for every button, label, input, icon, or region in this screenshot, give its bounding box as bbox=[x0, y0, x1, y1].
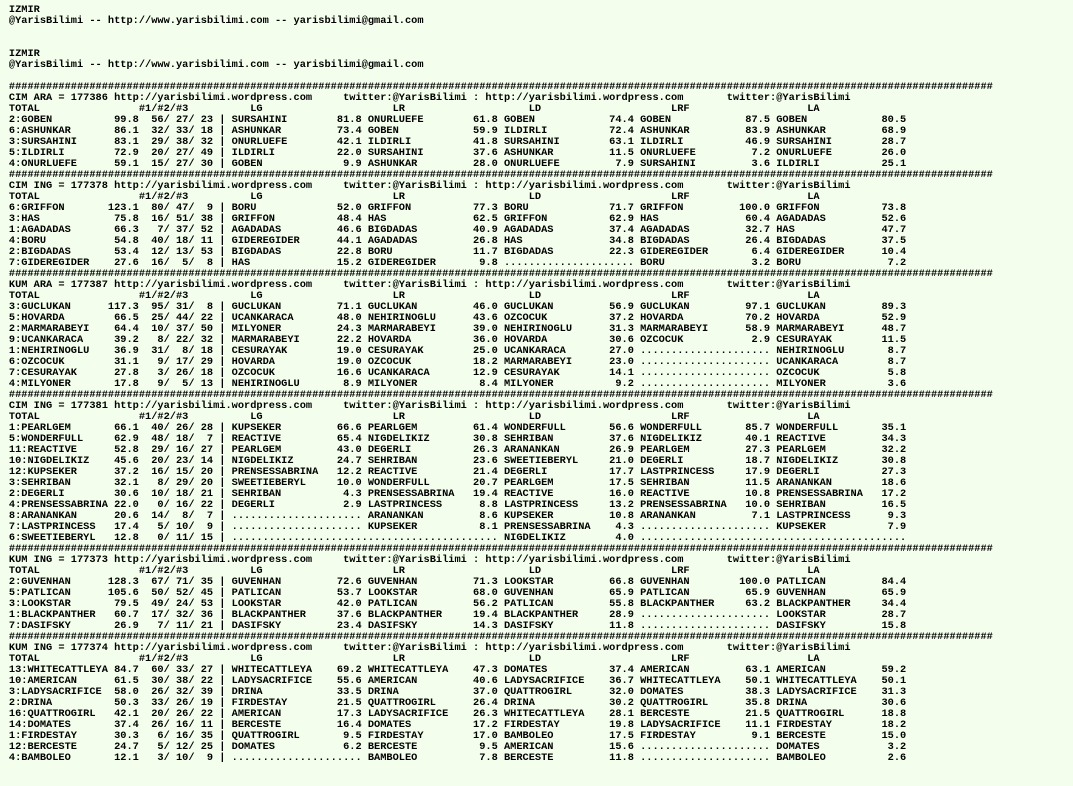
document-line: 3:SEHRIBAN 32.1 8/ 29/ 20 | SWEETIEBERYL 10.0 WONDERFULL 20.7 PEARLGEM 17.5 SEHRIBAN 11.5 ARANANKAN 18.6 bbox=[8, 477, 907, 489]
document-line: @YarisBilimi -- http://www.yarisbilimi.com -- yarisbilimi@gmail.com bbox=[8, 59, 424, 71]
document-line: 2:DRINA 50.3 33/ 26/ 19 | FIRDESTAY 21.5 QUATTROGIRL 26.4 DRINA 30.2 QUATTROGIRL 35.8 DRINA 30.6 bbox=[8, 697, 907, 709]
document-line: 5:WONDERFULL 62.9 48/ 18/ 7 | REACTIVE 65.4 NIGDELIKIZ 30.8 SEHRIBAN 37.6 NIGDELIKIZ 40.1 REACTIVE 34.3 bbox=[8, 433, 907, 445]
document-line: 2:BIGDADAS 53.4 12/ 13/ 53 | BIGDADAS 22.8 BORU 11.7 BIGDADAS 22.3 GIDEREGIDER 6.4 GIDEREGIDER 10.4 bbox=[8, 246, 907, 258]
document-line: 7:GIDEREGIDER 27.6 16/ 5/ 8 | HAS 15.2 GIDEREGIDER 9.8 ..................... BORU 3.2 BORU 7.2 bbox=[8, 257, 907, 269]
document-line: KUM ARA = 177387 http://yarisbilimi.wordpress.com twitter:@YarisBilimi : http://yarisbilimi.wordpress.com twitter:@YarisBilimi bbox=[8, 279, 851, 291]
document-line: 7:DASIFSKY 26.9 7/ 11/ 21 | DASIFSKY 23.4 DASIFSKY 14.3 DASIFSKY 11.8 ..................... DASIFSKY 15.8 bbox=[8, 620, 907, 632]
document-line: 5:ILDIRLI 72.9 20/ 27/ 49 | ILDIRLI 22.0 SURSAHINI 37.6 ASHUNKAR 11.5 ONURLUEFE 7.2 ONURLUEFE 26.0 bbox=[8, 147, 907, 159]
document-line: 4:BORU 54.8 40/ 18/ 11 | GIDEREGIDER 44.1 AGADADAS 26.8 HAS 34.8 BIGDADAS 26.4 BIGDADAS 37.5 bbox=[8, 235, 907, 247]
document-line: KUM ING = 177373 http://yarisbilimi.wordpress.com twitter:@YarisBilimi : http://yarisbilimi.wordpress.com twitter:@YarisBilimi bbox=[8, 554, 851, 566]
document-line: 4:BAMBOLEO 12.1 3/ 10/ 9 | ..................... BAMBOLEO 7.8 BERCESTE 11.8 ..................... BAMBOLEO 2.6 bbox=[8, 752, 907, 764]
document-line: 2:GOBEN 99.8 56/ 27/ 23 | SURSAHINI 81.8 ONURLUEFE 61.8 GOBEN 74.4 GOBEN 87.5 GOBEN 80.5 bbox=[8, 114, 907, 126]
document-line: IZMIR bbox=[8, 48, 40, 60]
document-line: ############################################################################################################################################################### bbox=[8, 631, 993, 643]
document-line: 1:FIRDESTAY 30.3 6/ 16/ 35 | QUATTROGIRL 9.5 FIRDESTAY 17.0 BAMBOLEO 17.5 FIRDESTAY 9.1 BERCESTE 15.0 bbox=[8, 730, 907, 742]
document-line: 12:KUPSEKER 37.2 16/ 15/ 20 | PRENSESSABRINA 12.2 REACTIVE 21.4 DEGERLI 17.7 LASTPRINCESS 17.9 DEGERLI 27.3 bbox=[8, 466, 907, 478]
document-line: 6:GRIFFON 123.1 80/ 47/ 9 | BORU 52.0 GRIFFON 77.3 BORU 71.7 GRIFFON 100.0 GRIFFON 73.8 bbox=[8, 202, 907, 214]
document-line: TOTAL #1/#2/#3 LG LR LD LRF LA bbox=[8, 653, 820, 665]
document-line: ############################################################################################################################################################### bbox=[8, 169, 993, 181]
document-line: 1:AGADADAS 66.3 7/ 37/ 52 | AGADADAS 46.6 BIGDADAS 40.9 AGADADAS 37.4 AGADADAS 32.7 HAS 47.7 bbox=[8, 224, 907, 236]
document-line: 13:WHITECATTLEYA 84.7 60/ 33/ 27 | WHITECATTLEYA 69.2 WHITECATTLEYA 47.3 DOMATES 37.4 AMERICAN 63.1 AMERICAN 59.2 bbox=[8, 664, 907, 676]
document-line: TOTAL #1/#2/#3 LG LR LD LRF LA bbox=[8, 411, 820, 423]
document-line: TOTAL #1/#2/#3 LG LR LD LRF LA bbox=[8, 103, 820, 115]
document-line: 3:SURSAHINI 83.1 29/ 38/ 32 | ONURLUEFE 42.1 ILDIRLI 41.8 SURSAHINI 63.1 ILDIRLI 46.9 SURSAHINI 28.7 bbox=[8, 136, 907, 148]
document-line: 7:LASTPRINCESS 17.4 5/ 10/ 9 | ..................... KUPSEKER 8.1 PRENSESSABRINA 4.3 ..................... KUPSEKER 7.9 bbox=[8, 521, 907, 533]
document-line: 5:PATLICAN 105.6 50/ 52/ 45 | PATLICAN 53.7 LOOKSTAR 68.0 GUVENHAN 65.9 PATLICAN 65.9 GUVENHAN 65.9 bbox=[8, 587, 907, 599]
document-line: CIM ING = 177381 http://yarisbilimi.wordpress.com twitter:@YarisBilimi : http://yarisbilimi.wordpress.com twitter:@YarisBilimi bbox=[8, 400, 851, 412]
document-line: 10:AMERICAN 61.5 30/ 38/ 22 | LADYSACRIFICE 55.6 AMERICAN 40.6 LADYSACRIFICE 36.7 WHITECATTLEYA 50.1 WHITECATTLEYA 50.1 bbox=[8, 675, 907, 687]
document-line: 3:LOOKSTAR 79.5 49/ 24/ 53 | LOOKSTAR 42.0 PATLICAN 56.2 PATLICAN 55.8 BLACKPANTHER 63.2 BLACKPANTHER 34.4 bbox=[8, 598, 907, 610]
document-line: 6:ASHUNKAR 86.1 32/ 33/ 18 | ASHUNKAR 73.4 GOBEN 59.9 ILDIRLI 72.4 ASHUNKAR 83.9 ASHUNKAR 68.9 bbox=[8, 125, 907, 137]
document-line: CIM ING = 177378 http://yarisbilimi.wordpress.com twitter:@YarisBilimi : http://yarisbilimi.wordpress.com twitter:@YarisBilimi bbox=[8, 180, 851, 192]
document-line: 1:NEHIRINOGLU 36.9 31/ 8/ 18 | CESURAYAK 19.0 CESURAYAK 25.0 UCANKARACA 27.0 ..................... NEHIRINOGLU 8.7 bbox=[8, 345, 907, 357]
document-line: 4:PRENSESSABRINA 22.0 0/ 16/ 22 | DEGERLI 2.9 LASTPRINCESS 8.8 LASTPRINCESS 13.2 PRENSESSABRINA 10.0 SEHRIBAN 16.5 bbox=[8, 499, 907, 511]
document-line: 14:DOMATES 37.4 26/ 16/ 11 | BERCESTE 16.4 DOMATES 17.2 FIRDESTAY 19.8 LADYSACRIFICE 11.1 FIRDESTAY 18.2 bbox=[8, 719, 907, 731]
document-line: 3:GUCLUKAN 117.3 95/ 31/ 8 | GUCLUKAN 71.1 GUCLUKAN 46.0 GUCLUKAN 56.9 GUCLUKAN 97.1 GUCLUKAN 89.3 bbox=[8, 301, 907, 313]
document-line: 3:HAS 75.8 16/ 51/ 38 | GRIFFON 48.4 HAS 62.5 GRIFFON 62.9 HAS 60.4 AGADADAS 52.6 bbox=[8, 213, 907, 225]
document-line: 6:OZCOCUK 31.1 9/ 17/ 29 | HOVARDA 19.0 OZCOCUK 18.2 MARMARABEYI 23.0 ..................... UCANKARACA 8.7 bbox=[8, 356, 907, 368]
document-line: 4:MILYONER 17.8 9/ 5/ 13 | NEHIRINOGLU 8.9 MILYONER 8.4 MILYONER 9.2 ..................... MILYONER 3.6 bbox=[8, 378, 907, 390]
document-line: 4:ONURLUEFE 59.1 15/ 27/ 30 | GOBEN 9.9 ASHUNKAR 28.0 ONURLUEFE 7.9 SURSAHINI 3.6 ILDIRLI 25.1 bbox=[8, 158, 907, 170]
document-line: 10:NIGDELIKIZ 45.6 20/ 23/ 14 | NIGDELIKIZ 24.7 SEHRIBAN 23.6 SWEETIEBERYL 21.0 DEGERLI 18.7 NIGDELIKIZ 30.8 bbox=[8, 455, 907, 467]
contact-line: @YarisBilimi -- http://www.yarisbilimi.com -- yarisbilimi@gmail.com bbox=[8, 15, 424, 27]
document-line: 1:PEARLGEM 66.1 40/ 26/ 28 | KUPSEKER 66.6 PEARLGEM 61.4 WONDERFULL 56.6 WONDERFULL 85.7 WONDERFULL 35.1 bbox=[8, 422, 907, 434]
document-body bbox=[9, 48, 993, 764]
document-line: 6:SWEETIEBERYL 12.8 0/ 11/ 15 | ........................................... NIGDELIKIZ 4.0 ........................................... bbox=[8, 532, 907, 544]
document-line: ############################################################################################################################################################### bbox=[8, 81, 993, 93]
document-line: 12:BERCESTE 24.7 5/ 12/ 25 | DOMATES 6.2 BERCESTE 9.5 AMERICAN 15.6 ..................... DOMATES 3.2 bbox=[8, 741, 907, 753]
document-line: 8:ARANANKAN 20.6 14/ 8/ 7 | ..................... ARANANKAN 8.6 KUPSEKER 10.8 ARANANKAN 7.1 LASTPRINCESS 9.3 bbox=[8, 510, 907, 522]
document-line: ############################################################################################################################################################### bbox=[8, 389, 993, 401]
document-line: 1:BLACKPANTHER 60.7 17/ 32/ 36 | BLACKPANTHER 37.6 BLACKPANTHER 19.4 BLACKPANTHER 28.9 ..................... LOOKSTAR 28.7 bbox=[8, 609, 907, 621]
document-line: 5:HOVARDA 66.5 25/ 44/ 22 | UCANKARACA 48.0 NEHIRINOGLU 43.6 OZCOCUK 37.2 HOVARDA 70.2 HOVARDA 52.9 bbox=[8, 312, 907, 324]
document-line: ############################################################################################################################################################### bbox=[8, 543, 993, 555]
document-line: 9:UCANKARACA 39.2 8/ 22/ 32 | MARMARABEYI 22.2 HOVARDA 36.0 HOVARDA 30.6 OZCOCUK 2.9 CESURAYAK 11.5 bbox=[8, 334, 907, 346]
document-line: TOTAL #1/#2/#3 LG LR LD LRF LA bbox=[8, 290, 820, 302]
city-heading: IZMIR bbox=[8, 4, 40, 16]
document-line: CIM ARA = 177386 http://yarisbilimi.wordpress.com twitter:@YarisBilimi : http://yarisbilimi.wordpress.com twitter:@YarisBilimi bbox=[8, 92, 851, 104]
document-line: 16:QUATTROGIRL 42.1 20/ 26/ 22 | AMERICAN 17.3 LADYSACRIFICE 26.3 WHITECATTLEYA 28.1 BERCESTE 21.5 QUATTROGIRL 18.8 bbox=[8, 708, 907, 720]
document-line: 11:REACTIVE 52.8 29/ 16/ 27 | PEARLGEM 43.0 DEGERLI 26.3 ARANANKAN 26.9 PEARLGEM 27.3 PEARLGEM 32.2 bbox=[8, 444, 907, 456]
document-line: 2:DEGERLI 30.6 10/ 18/ 21 | SEHRIBAN 4.3 PRENSESSABRINA 19.4 REACTIVE 16.0 REACTIVE 10.8 PRENSESSABRINA 17.2 bbox=[8, 488, 907, 500]
document-line: ############################################################################################################################################################### bbox=[8, 268, 993, 280]
document-line: 3:LADYSACRIFICE 58.0 26/ 32/ 39 | DRINA 33.5 DRINA 37.0 QUATTROGIRL 32.0 DOMATES 38.3 LADYSACRIFICE 31.3 bbox=[8, 686, 907, 698]
document-line: 2:MARMARABEYI 64.4 10/ 37/ 50 | MILYONER 24.3 MARMARABEYI 39.0 NEHIRINOGLU 31.3 MARMARABEYI 58.9 MARMARABEYI 48.7 bbox=[8, 323, 907, 335]
document-line: KUM ING = 177374 http://yarisbilimi.wordpress.com twitter:@YarisBilimi : http://yarisbilimi.wordpress.com twitter:@YarisBilimi bbox=[8, 642, 851, 654]
document-line: 7:CESURAYAK 27.8 3/ 26/ 18 | OZCOCUK 16.6 UCANKARACA 12.9 CESURAYAK 14.1 ..................... OZCOCUK 5.8 bbox=[8, 367, 907, 379]
document-line: TOTAL #1/#2/#3 LG LR LD LRF LA bbox=[8, 191, 820, 203]
document-line: 2:GUVENHAN 128.3 67/ 71/ 35 | GUVENHAN 72.6 GUVENHAN 71.3 LOOKSTAR 66.8 GUVENHAN 100.0 PATLICAN 84.4 bbox=[8, 576, 907, 588]
document-line: TOTAL #1/#2/#3 LG LR LD LRF LA bbox=[8, 565, 820, 577]
